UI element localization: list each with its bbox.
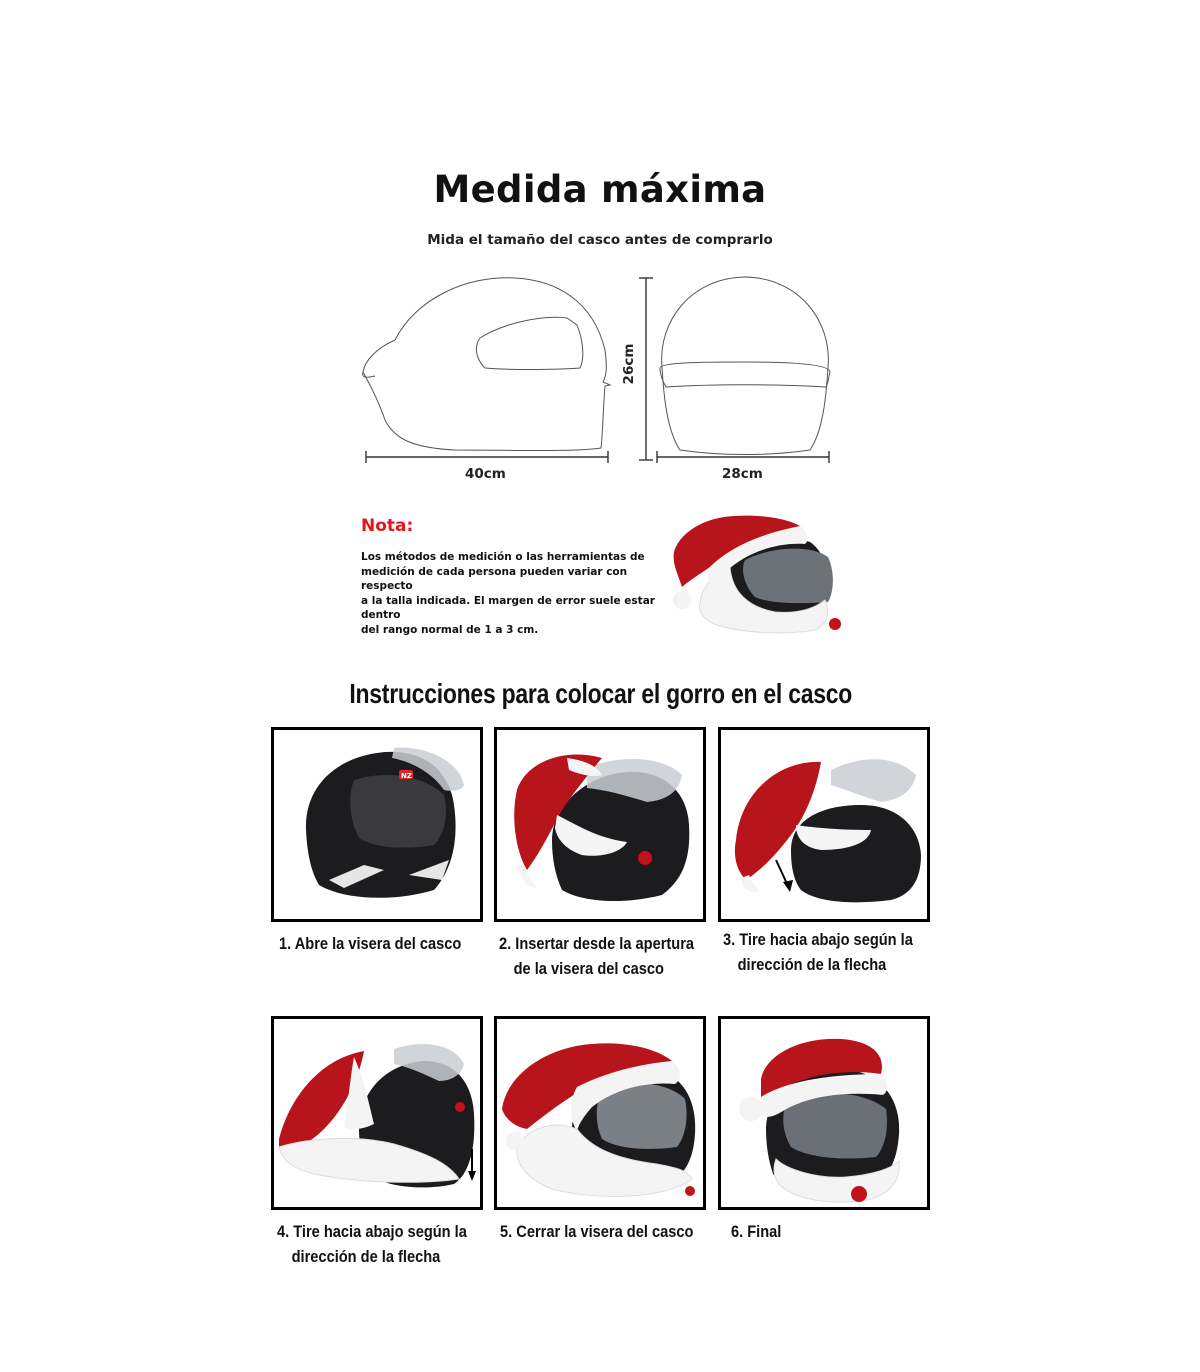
instructions-title: Instrucciones para colocar el gorro en el casco [349, 678, 853, 709]
step-2-caption-line2: de la visera del casco [513, 959, 664, 978]
page-title: Medida máxima [433, 168, 767, 211]
height-dimension-line [638, 274, 654, 464]
height-label: 26cm [621, 343, 637, 385]
step-3-caption-line1: 3. Tire hacia abajo según la [723, 930, 913, 949]
step-4-caption-line1: 4. Tire hacia abajo según la [277, 1222, 467, 1241]
step-2-photo [494, 727, 706, 922]
step-6-caption [731, 1219, 781, 1244]
step-5-caption [500, 1219, 693, 1244]
step-3-caption [723, 927, 913, 977]
step-1-caption-line1: 1. Abre la visera del casco [279, 934, 462, 953]
step-2-caption-line1: 2. Insertar desde la apertura [499, 934, 695, 953]
note-text [361, 550, 661, 637]
step-6-photo [718, 1016, 930, 1210]
note-line: del rango normal de 1 a 3 cm. [361, 623, 539, 636]
step-3-photo [718, 727, 930, 922]
helmet-front-outline [650, 272, 840, 462]
step-4-photo [271, 1016, 483, 1210]
step-5-photo [494, 1016, 706, 1210]
width-dimension-line [653, 450, 833, 464]
length-label: 40cm [465, 466, 506, 482]
step-3-caption-line2: dirección de la flecha [737, 955, 887, 974]
note-line: Los métodos de medición o las herramientas de [361, 551, 645, 563]
step-6-caption-line1: 6. Final [731, 1222, 782, 1241]
step-4-caption [277, 1219, 467, 1269]
step-5-caption-line1: 5. Cerrar la visera del casco [500, 1222, 694, 1241]
note-line: a la talla indicada. El margen de error suele estar dentro [361, 594, 655, 621]
step-1-caption [279, 931, 461, 956]
helmet-brand-text: NZ [401, 772, 412, 780]
width-label: 28cm [722, 466, 763, 482]
step-2-caption [499, 931, 694, 981]
page-subtitle: Mida el tamaño del casco antes de comprarlo [427, 232, 773, 248]
note-title: Nota: [361, 516, 414, 536]
santa-hat-helmet-image [660, 512, 850, 637]
note-line: medición de cada persona pueden variar con respecto [361, 565, 628, 592]
length-dimension-line [362, 450, 612, 464]
step-1-photo [271, 727, 483, 922]
helmet-side-outline [355, 270, 620, 470]
step-4-caption-line2: dirección de la flecha [291, 1247, 441, 1266]
